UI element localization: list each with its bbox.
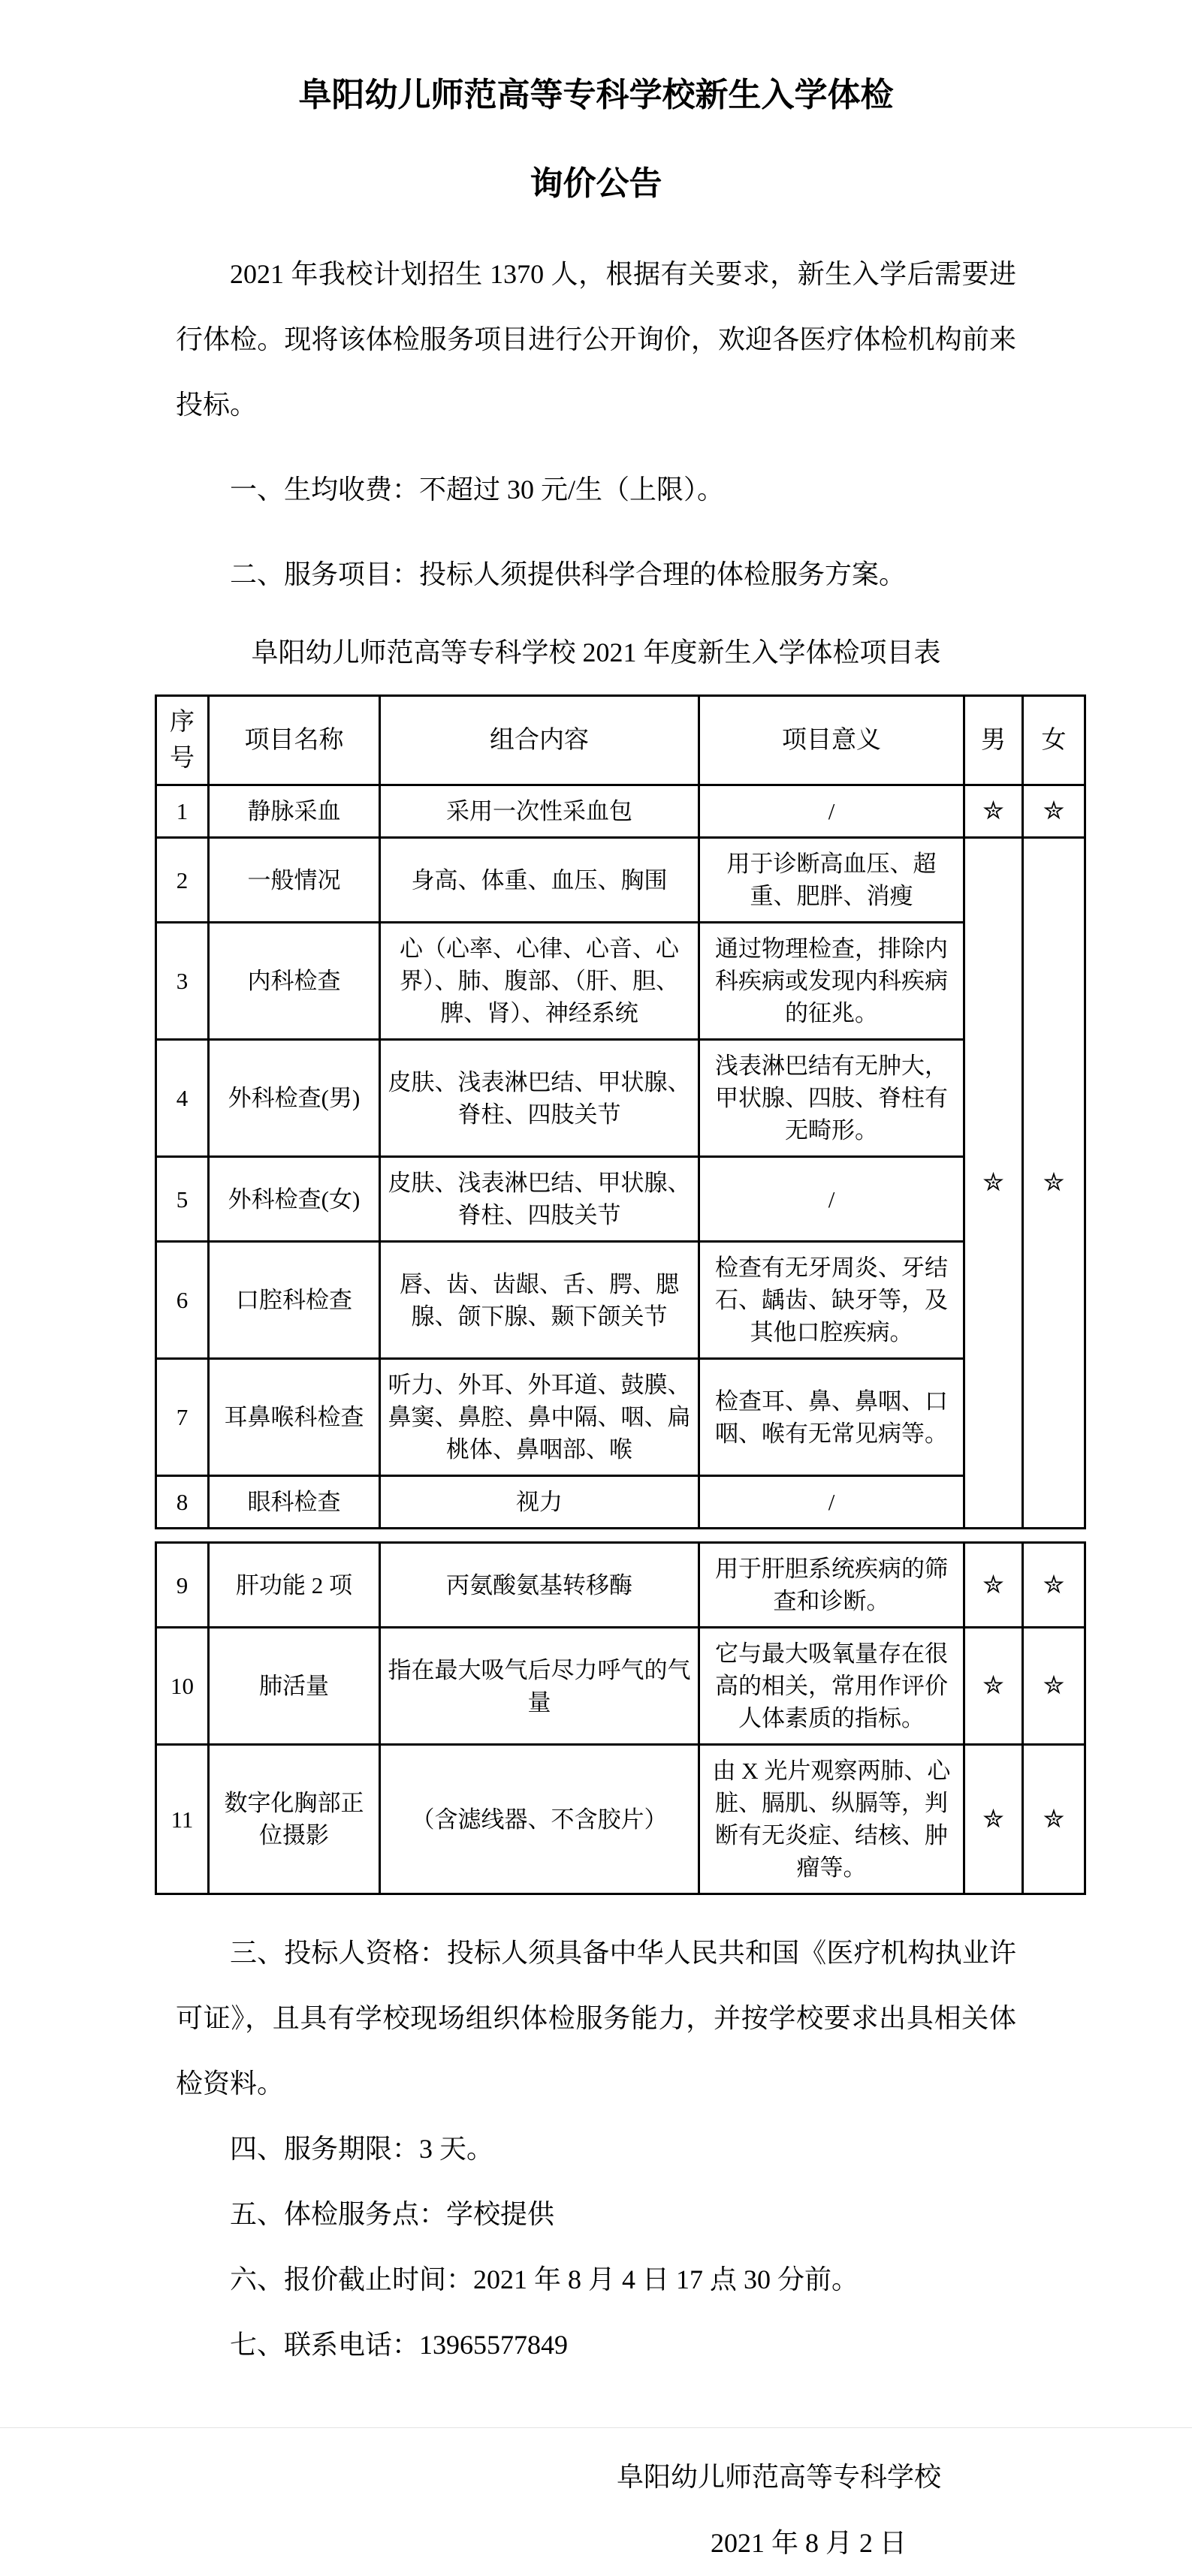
exam-items-table-part2 [155,1541,1086,1895]
star-icon: ✮ [1043,1571,1065,1599]
table-row [156,1543,1085,1628]
sex-star-cell [1023,785,1085,838]
sex-star-cell [1023,1745,1085,1894]
table-row [156,1359,1085,1476]
item-content-cell: 听力、外耳、外耳道、鼓膜、鼻窦、鼻腔、鼻中隔、咽、扁桃体、鼻咽部、喉 [380,1359,699,1476]
star-icon: ✮ [982,797,1004,825]
item-name-cell: 口腔科检查 [209,1242,380,1359]
exam-items-table-part1 [155,694,1086,1529]
table-row [156,1628,1085,1745]
item-meaning-cell: 用于肝胆系统疾病的筛查和诊断。 [699,1543,964,1628]
item-meaning-cell: / [699,1157,964,1242]
section-item-3: 三、投标人资格：投标人须具备中华人民共和国《医疗机构执业许可证》，且具有学校现场组织体检服务能力，并按学校要求出具相关体检资料。 [176,1938,1016,2098]
item-meaning-cell: 用于诊断高血压、超重、肥胖、消瘦 [699,838,964,923]
item-meaning-cell: / [699,1476,964,1529]
sex-star-cell [964,785,1023,838]
star-icon: ✮ [982,1571,1004,1599]
table-row [156,838,1085,923]
row-number-cell: 2 [156,838,209,923]
table-row [156,1040,1085,1157]
item-meaning-cell: 它与最大吸氧量存在很高的相关，常用作评价人体素质的指标。 [699,1628,964,1745]
sex-star-cell [1023,1628,1085,1745]
row-number-cell: 11 [156,1745,209,1894]
star-icon: ✮ [982,1805,1004,1833]
table-row [156,1157,1085,1242]
section-item-4: 四、服务期限：3 天。 [230,2134,494,2164]
signature-date: 2021 年 8 月 2 日 [710,2528,907,2558]
document-title-line1: 阜阳幼儿师范高等专科学校新生入学体检 [298,77,894,113]
item-content-cell: 唇、齿、齿龈、舌、腭、腮腺、颌下腺、颞下颌关节 [380,1242,699,1359]
item-content-cell: 丙氨酸氨基转移酶 [380,1543,699,1628]
table-header-row [156,696,1085,785]
table-row [156,1476,1085,1529]
section-item-2: 二、服务项目：投标人须提供科学合理的体检服务方案。 [230,559,907,589]
sex-star-cell [964,838,1023,1529]
table-row [156,923,1085,1040]
star-icon: ✮ [1043,1672,1065,1700]
sex-star-cell [964,1745,1023,1894]
item-name-cell: 内科检查 [209,923,380,1040]
document-title-line2: 询价公告 [530,165,662,202]
item-content-cell: 身高、体重、血压、胸围 [380,838,699,923]
section-item-5: 五、体检服务点：学校提供 [230,2199,555,2229]
section-item-1: 一、生均收费：不超过 30 元/生（上限）。 [230,475,725,505]
table-row [156,1745,1085,1894]
item-meaning-cell: 通过物理检查，排除内科疾病或发现内科疾病的征兆。 [699,923,964,1040]
item-meaning-cell: 检查有无牙周炎、牙结石、龋齿、缺牙等，及其他口腔疾病。 [699,1242,964,1359]
item-content-cell: （含滤线器、不含胶片） [380,1745,699,1894]
row-number-cell: 4 [156,1040,209,1157]
star-icon: ✮ [1043,1169,1065,1197]
item-name-cell: 眼科检查 [209,1476,380,1529]
star-icon: ✮ [1043,1805,1065,1833]
item-content-cell: 皮肤、浅表淋巴结、甲状腺、脊柱、四肢关节 [380,1040,699,1157]
item-name-cell: 外科检查(男) [209,1040,380,1157]
item-name-cell: 外科检查(女) [209,1157,380,1242]
item-name-cell: 耳鼻喉科检查 [209,1359,380,1476]
section-item-7: 七、联系电话：13965577849 [230,2330,569,2360]
row-number-cell: 5 [156,1157,209,1242]
signature-school-name: 阜阳幼儿师范高等专科学校 [616,2462,941,2492]
row-number-cell: 8 [156,1476,209,1529]
star-icon: ✮ [982,1169,1004,1197]
item-meaning-cell: 浅表淋巴结有无肿大，甲状腺、四肢、脊柱有无畸形。 [699,1040,964,1157]
table-header-cell: 序号 [156,696,209,785]
row-number-cell: 1 [156,785,209,838]
intro-paragraph: 2021 年我校计划招生 1370 人，根据有关要求，新生入学后需要进行体检。现将该体检服务项目进行公开询价，欢迎各医疗体检机构前来投标。 [176,259,1016,420]
table-header-cell: 女 [1023,696,1085,785]
table-row [156,785,1085,838]
table-header-cell: 组合内容 [380,696,699,785]
item-meaning-cell: 由 X 光片观察两肺、心脏、膈肌、纵膈等，判断有无炎症、结核、肿瘤等。 [699,1745,964,1894]
sex-star-cell [964,1628,1023,1745]
row-number-cell: 6 [156,1242,209,1359]
table-header-cell: 项目名称 [209,696,380,785]
table-header-cell: 男 [964,696,1023,785]
item-name-cell: 数字化胸部正位摄影 [209,1745,380,1894]
item-content-cell: 视力 [380,1476,699,1529]
item-name-cell: 静脉采血 [209,785,380,838]
item-meaning-cell: 检查耳、鼻、鼻咽、口咽、喉有无常见病等。 [699,1359,964,1476]
table-caption: 阜阳幼儿师范高等专科学校 2021 年度新生入学体检项目表 [251,637,941,667]
section-item-6: 六、报价截止时间：2021 年 8 月 4 日 17 点 30 分前。 [230,2264,859,2294]
item-name-cell: 一般情况 [209,838,380,923]
row-number-cell: 3 [156,923,209,1040]
item-content-cell: 皮肤、浅表淋巴结、甲状腺、脊柱、四肢关节 [380,1157,699,1242]
row-number-cell: 10 [156,1628,209,1745]
item-content-cell: 心（心率、心律、心音、心界）、肺、腹部、（肝、胆、脾、肾）、神经系统 [380,923,699,1040]
sex-star-cell [1023,838,1085,1529]
item-content-cell: 采用一次性采血包 [380,785,699,838]
sex-star-cell [964,1543,1023,1628]
signature-block [176,2444,1016,2576]
star-icon: ✮ [1043,797,1065,825]
row-number-cell: 9 [156,1543,209,1628]
star-icon: ✮ [982,1672,1004,1700]
sex-star-cell [1023,1543,1085,1628]
table-header-cell: 项目意义 [699,696,964,785]
row-number-cell: 7 [156,1359,209,1476]
item-name-cell: 肺活量 [209,1628,380,1745]
item-content-cell: 指在最大吸气后尽力呼气的气量 [380,1628,699,1745]
item-name-cell: 肝功能 2 项 [209,1543,380,1628]
item-meaning-cell: / [699,785,964,838]
table-row [156,1242,1085,1359]
